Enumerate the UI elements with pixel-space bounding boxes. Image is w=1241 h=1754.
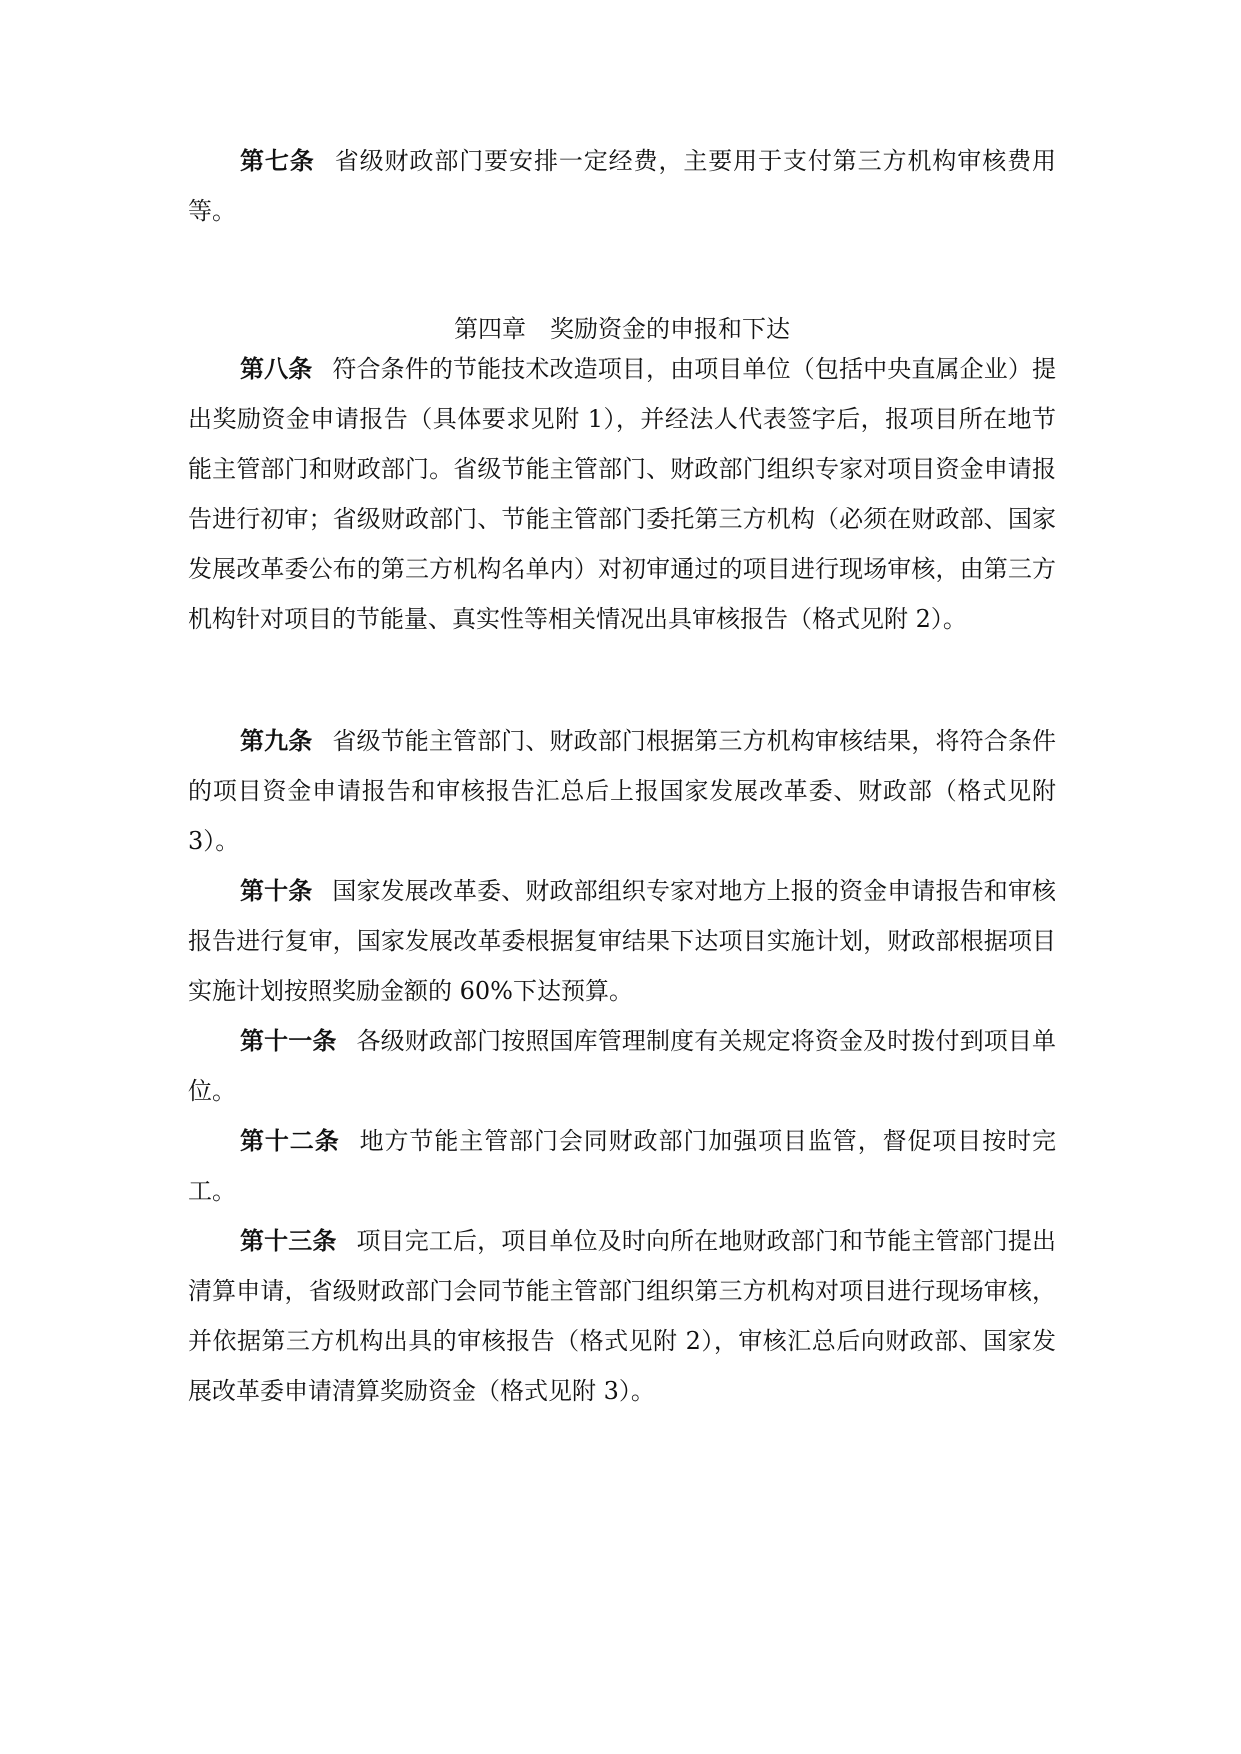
article-8	[188, 344, 1056, 644]
article-text: 项目完工后，项目单位及时向所在地财政部门和节能主管部门提出清算申请，省级财政部门会同节能主管部门组织第三方机构对项目进行现场审核，并依据第三方机构出具的审核报告（格式见附 2），审核汇总后向财政部、国家发展改革委申请清算奖励资金（格式见附 3）。	[188, 1227, 1056, 1405]
article-7	[188, 136, 1056, 236]
article-text: 国家发展改革委、财政部组织专家对地方上报的资金申请报告和审核报告进行复审，国家发展改革委根据复审结果下达项目实施计划，财政部根据项目实施计划按照奖励金额的 60%下达预算。	[188, 877, 1056, 1005]
article-9	[188, 716, 1056, 866]
article-label: 第八条	[240, 354, 313, 383]
chapter-title: 奖励资金的申报和下达	[550, 315, 790, 343]
article-text: 省级节能主管部门、财政部门根据第三方机构审核结果，将符合条件的项目资金申请报告和审核报告汇总后上报国家发展改革委、财政部（格式见附 3）。	[188, 727, 1056, 855]
article-13	[188, 1216, 1056, 1416]
article-text: 各级财政部门按照国库管理制度有关规定将资金及时拨付到项目单位。	[188, 1027, 1056, 1105]
article-label: 第十二条	[240, 1126, 340, 1155]
article-11	[188, 1016, 1056, 1116]
article-label: 第七条	[240, 146, 315, 175]
article-label: 第十三条	[240, 1226, 337, 1255]
article-12	[188, 1116, 1056, 1216]
article-label: 第十一条	[240, 1026, 337, 1055]
article-label: 第十条	[240, 876, 313, 905]
article-10	[188, 866, 1056, 1016]
chapter-number: 第四章	[454, 315, 526, 343]
article-text: 省级财政部门要安排一定经费，主要用于支付第三方机构审核费用等。	[188, 147, 1057, 225]
article-text: 地方节能主管部门会同财政部门加强项目监管，督促项目按时完工。	[188, 1127, 1057, 1205]
article-label: 第九条	[240, 726, 313, 755]
article-text: 符合条件的节能技术改造项目，由项目单位（包括中央直属企业）提出奖励资金申请报告（具体要求见附 1），并经法人代表签字后，报项目所在地节能主管部门和财政部门。省级节能主管部门、财政部门组织专家对项目资金申请报告进行初审；省级财政部门、节能主管部门委托第三方机构（必须在财政部、国家发展改革委公布的第三方机构名单内）对初审通过的项目进行现场审核，由第三方机构针对项目的节能量、真实性等相关情况出具审核报告（格式见附 2）。	[188, 355, 1056, 633]
